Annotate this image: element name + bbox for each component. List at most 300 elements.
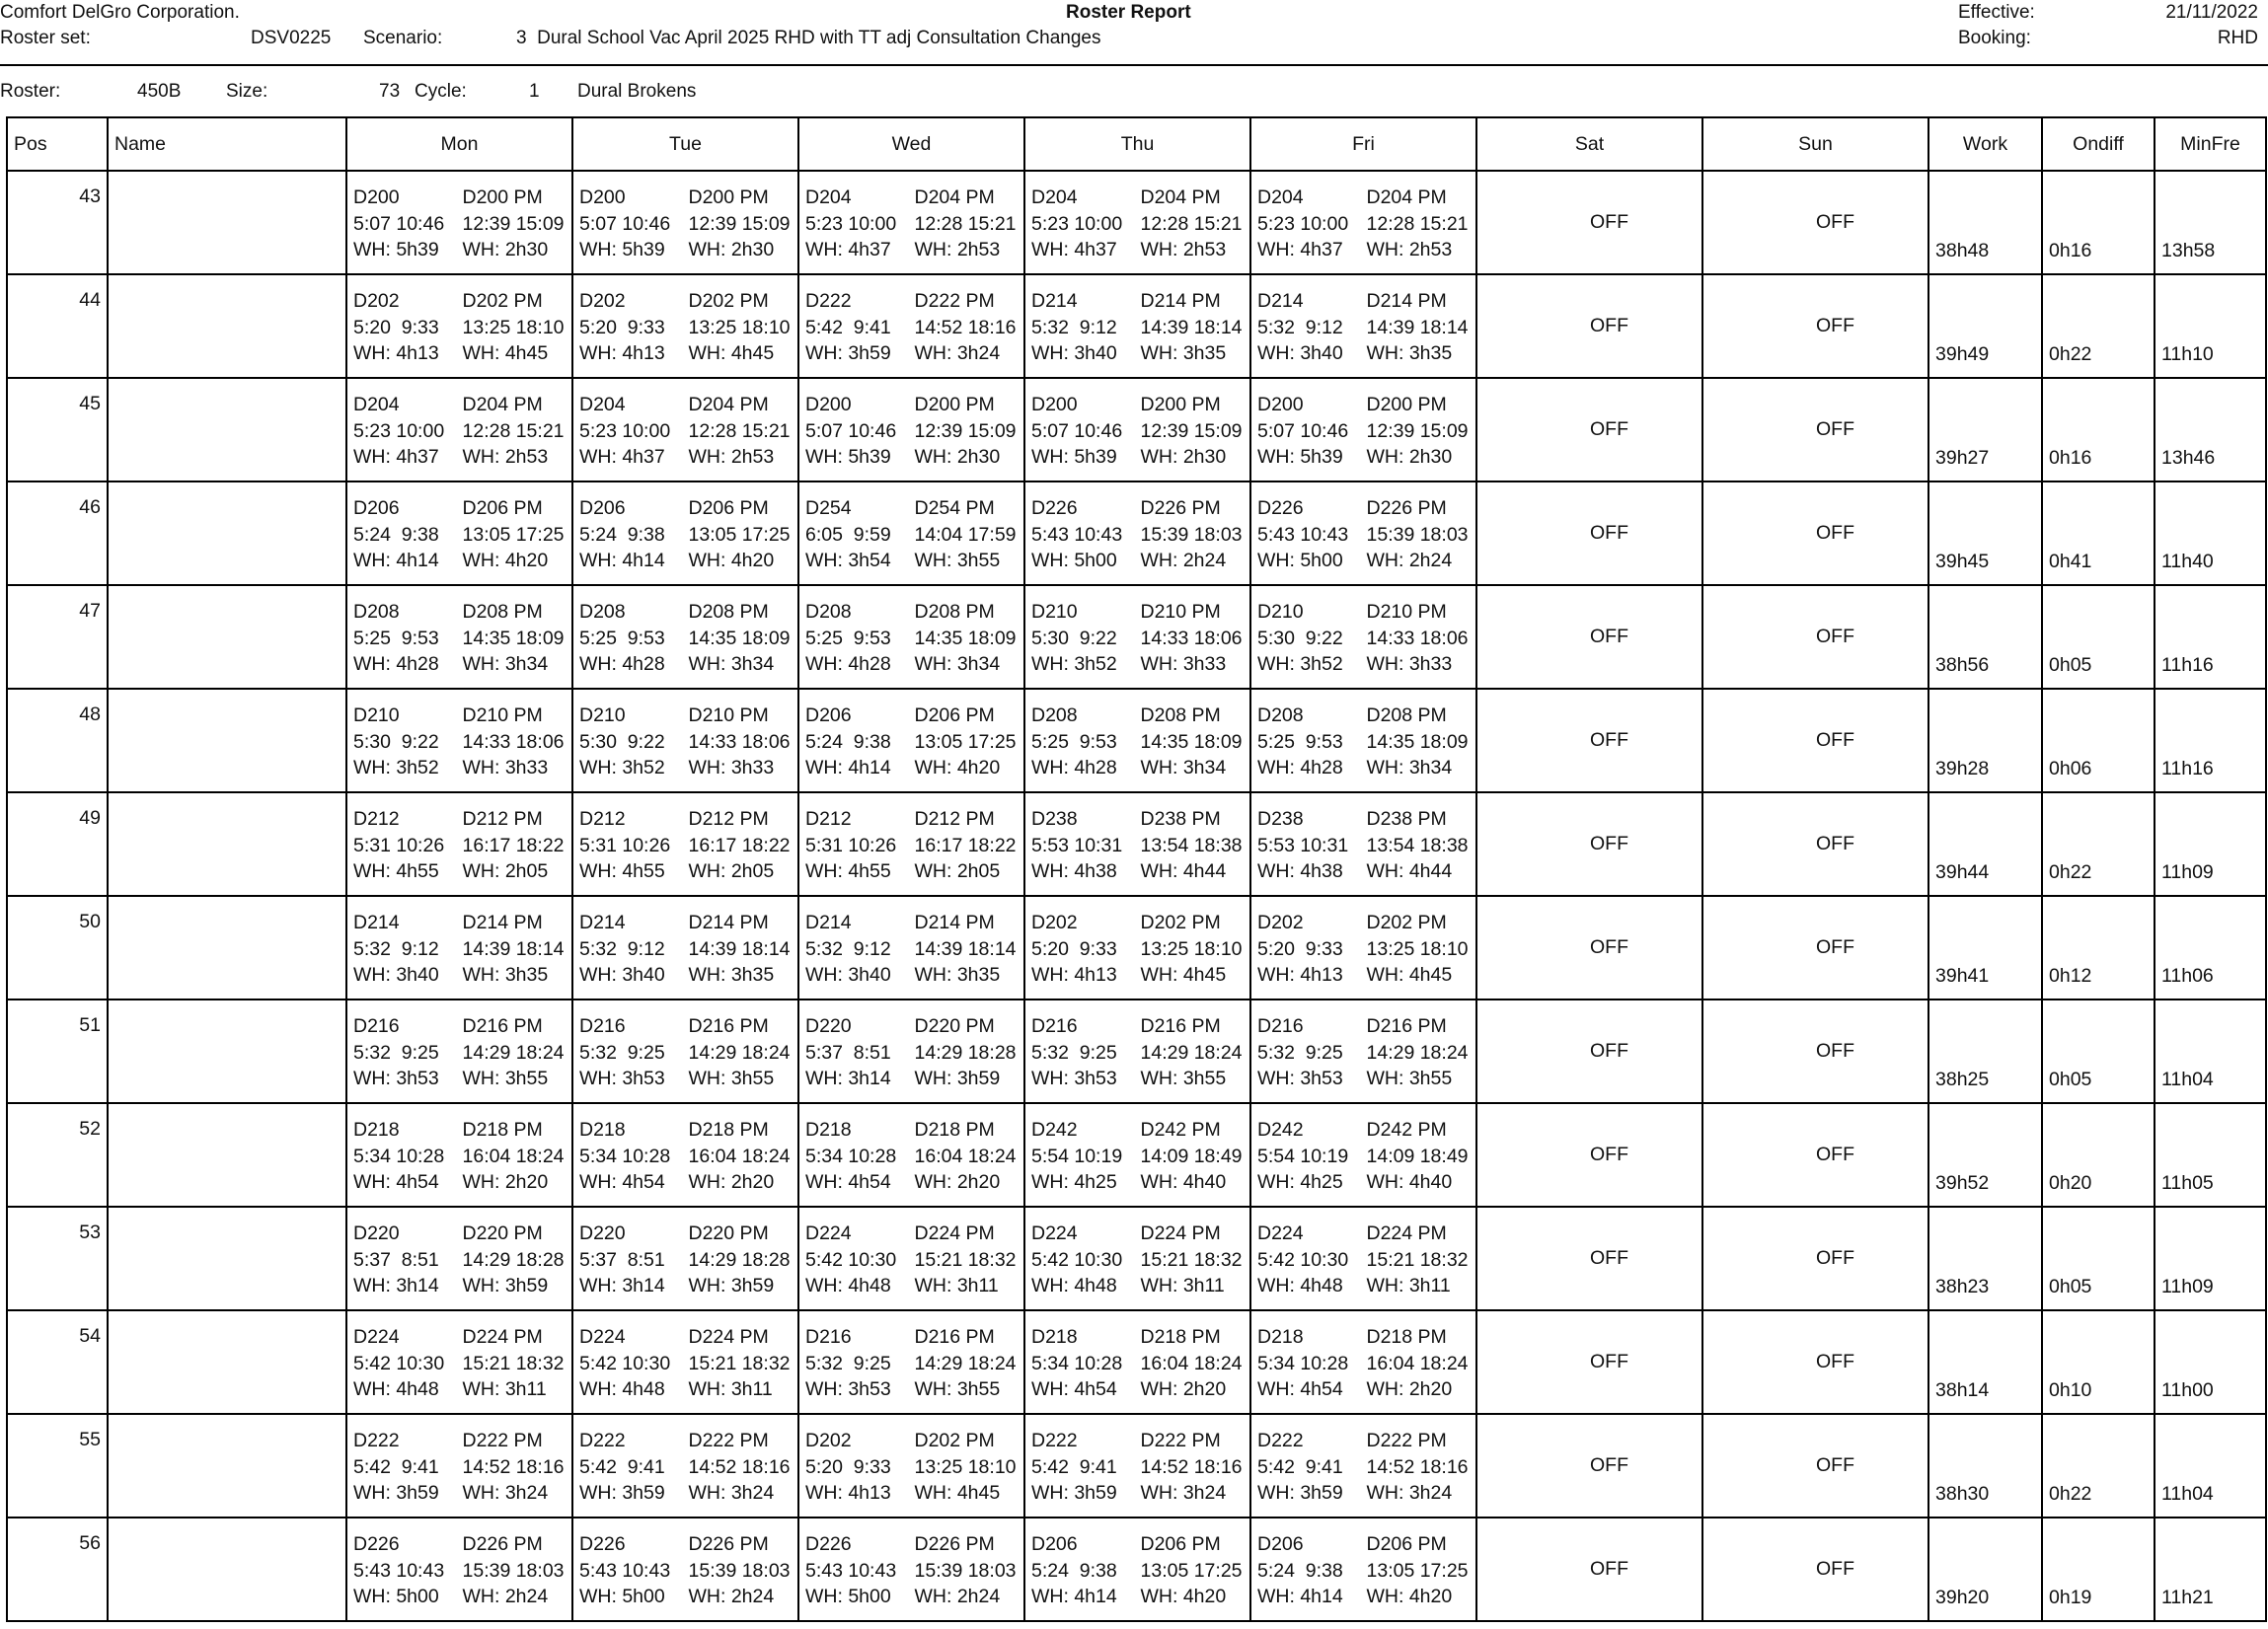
- shift-worked-hours: WH: 4h48: [579, 1378, 665, 1400]
- table-row: [7, 896, 2266, 1000]
- duty-cell-thu: [1024, 274, 1250, 378]
- shift-am: [1031, 599, 1141, 678]
- cycle-value: 1: [529, 81, 540, 102]
- roster-table: [6, 116, 2267, 1622]
- shift-worked-hours: WH: 3h55: [914, 550, 1001, 571]
- duty-cell-wed: [798, 481, 1024, 585]
- duty-pair: [579, 288, 797, 367]
- shift-code: D208 PM: [1140, 704, 1221, 726]
- shift-code: D226 PM: [688, 1533, 769, 1555]
- shift-times: 16:17 18:22: [688, 834, 791, 856]
- shift-code: D216 PM: [1366, 1015, 1447, 1037]
- shift-worked-hours: WH: 3h59: [579, 1482, 665, 1504]
- shift-worked-hours: WH: 4h13: [353, 342, 439, 364]
- shift-pm: [1141, 1428, 1250, 1507]
- shift-pm: [1367, 495, 1476, 574]
- shift-code: D222 PM: [914, 290, 995, 312]
- shift-worked-hours: WH: 3h33: [688, 757, 775, 778]
- shift-worked-hours: WH: 2h30: [688, 239, 775, 260]
- shift-worked-hours: WH: 2h20: [688, 1171, 775, 1193]
- shift-worked-hours: WH: 2h20: [1366, 1378, 1453, 1400]
- shift-times: 14:29 18:24: [688, 1041, 791, 1064]
- position-cell: 55: [7, 1414, 108, 1518]
- shift-worked-hours: WH: 4h54: [805, 1171, 891, 1193]
- shift-times: 13:05 17:25: [462, 523, 565, 546]
- duty-pair: [1257, 806, 1475, 885]
- duty-cell-tue: [572, 1518, 798, 1621]
- shift-code: D206 PM: [1366, 1533, 1447, 1555]
- shift-worked-hours: WH: 4h37: [805, 239, 891, 260]
- shift-times: 5:42 10:30: [1257, 1248, 1349, 1271]
- shift-pm: [463, 1428, 572, 1507]
- work-total-cell: 39h49: [1928, 274, 2042, 378]
- shift-times: 5:20 9:33: [1031, 937, 1117, 960]
- shift-times: 5:23 10:00: [1257, 212, 1349, 235]
- shift-worked-hours: WH: 4h28: [1031, 757, 1117, 778]
- duty-cell-mon: [346, 896, 572, 1000]
- duty-cell-tue: [572, 378, 798, 481]
- shift-am: [353, 599, 463, 678]
- shift-times: 14:39 18:14: [914, 937, 1017, 960]
- duty-cell-tue: [572, 689, 798, 792]
- duty-pair: [805, 1428, 1023, 1507]
- duty-pair: [805, 288, 1023, 367]
- shift-am: [579, 1221, 689, 1299]
- shift-worked-hours: WH: 4h45: [1366, 964, 1453, 986]
- sun-off-cell: OFF: [1702, 1518, 1928, 1621]
- duty-cell-mon: [346, 689, 572, 792]
- shift-code: D214: [1257, 290, 1304, 312]
- shift-worked-hours: WH: 2h53: [914, 239, 1001, 260]
- shift-times: 14:33 18:06: [1366, 627, 1469, 649]
- shift-code: D224: [805, 1222, 852, 1244]
- minfre-cell: 11h04: [2155, 1414, 2266, 1518]
- shift-code: D202: [579, 290, 626, 312]
- shift-code: D220 PM: [688, 1222, 769, 1244]
- scenario-value: 3 Dural School Vac April 2025 RHD with TT adj Consultation Changes: [516, 28, 1101, 48]
- duty-cell-thu: [1024, 792, 1250, 896]
- shift-pm: [1367, 1221, 1476, 1299]
- minfre-cell: 13h58: [2155, 171, 2266, 274]
- shift-pm: [1367, 392, 1476, 471]
- shift-worked-hours: WH: 4h28: [579, 653, 665, 675]
- shift-code: D226: [353, 1533, 400, 1555]
- sat-off-cell: OFF: [1476, 1103, 1702, 1207]
- shift-worked-hours: WH: 3h59: [805, 342, 891, 364]
- table-row: [7, 274, 2266, 378]
- position-cell: 53: [7, 1207, 108, 1310]
- shift-pm: [689, 1117, 798, 1196]
- shift-code: D212: [805, 808, 852, 830]
- position-cell: 46: [7, 481, 108, 585]
- shift-pm: [1141, 1221, 1250, 1299]
- shift-worked-hours: WH: 4h45: [688, 342, 775, 364]
- shift-worked-hours: WH: 3h11: [462, 1378, 547, 1400]
- shift-worked-hours: WH: 3h55: [688, 1068, 775, 1089]
- duty-pair: [805, 1013, 1023, 1092]
- shift-times: 12:28 15:21: [1140, 212, 1243, 235]
- shift-code: D224 PM: [1140, 1222, 1221, 1244]
- minfre-cell: 13h46: [2155, 378, 2266, 481]
- duty-pair: [353, 1324, 571, 1403]
- shift-code: D210 PM: [1366, 601, 1447, 623]
- shift-times: 5:20 9:33: [805, 1455, 891, 1478]
- shift-worked-hours: WH: 3h59: [1257, 1482, 1343, 1504]
- table-row: [7, 1207, 2266, 1310]
- shift-code: D208 PM: [1366, 704, 1447, 726]
- shift-code: D200: [353, 186, 400, 208]
- duty-pair: [353, 495, 571, 574]
- shift-am: [353, 1531, 463, 1610]
- shift-am: [353, 806, 463, 885]
- shift-code: D224 PM: [914, 1222, 995, 1244]
- shift-code: D224 PM: [462, 1326, 543, 1348]
- shift-worked-hours: WH: 3h40: [1257, 342, 1343, 364]
- name-cell: [108, 1207, 346, 1310]
- shift-code: D220 PM: [914, 1015, 995, 1037]
- shift-code: D206 PM: [914, 704, 995, 726]
- shift-worked-hours: WH: 3h35: [688, 964, 775, 986]
- shift-times: 13:54 18:38: [1140, 834, 1243, 856]
- shift-code: D200 PM: [914, 394, 995, 415]
- shift-times: 14:33 18:06: [688, 730, 791, 753]
- duty-pair: [1257, 1428, 1475, 1507]
- shift-worked-hours: WH: 2h24: [1366, 550, 1453, 571]
- duty-pair: [1031, 1221, 1249, 1299]
- shift-times: 5:42 9:41: [1257, 1455, 1343, 1478]
- shift-pm: [1141, 599, 1250, 678]
- shift-times: 5:37 8:51: [579, 1248, 665, 1271]
- position-cell: 56: [7, 1518, 108, 1621]
- col-header-sat: Sat: [1476, 117, 1702, 171]
- shift-times: 5:32 9:12: [1031, 316, 1117, 338]
- shift-code: D208 PM: [914, 601, 995, 623]
- duty-cell-thu: [1024, 1000, 1250, 1103]
- shift-worked-hours: WH: 3h34: [688, 653, 775, 675]
- shift-worked-hours: WH: 3h35: [1366, 342, 1453, 364]
- shift-pm: [1141, 806, 1250, 885]
- shift-pm: [689, 599, 798, 678]
- shift-pm: [689, 288, 798, 367]
- sat-off-cell: OFF: [1476, 1310, 1702, 1414]
- minfre-cell: 11h10: [2155, 274, 2266, 378]
- shift-times: 5:30 9:22: [1257, 627, 1343, 649]
- duty-cell-mon: [346, 1414, 572, 1518]
- duty-cell-fri: [1250, 792, 1476, 896]
- ondiff-cell: 0h22: [2042, 792, 2155, 896]
- work-total-cell: 38h23: [1928, 1207, 2042, 1310]
- ondiff-cell: 0h05: [2042, 585, 2155, 689]
- position-cell: 50: [7, 896, 108, 1000]
- shift-code: D200: [1257, 394, 1304, 415]
- shift-code: D218: [353, 1119, 400, 1141]
- duty-pair: [579, 703, 797, 781]
- cycle-label: Cycle:: [415, 81, 467, 102]
- shift-pm: [689, 495, 798, 574]
- shift-worked-hours: WH: 4h48: [353, 1378, 439, 1400]
- shift-pm: [1367, 1428, 1476, 1507]
- shift-worked-hours: WH: 3h53: [1257, 1068, 1343, 1089]
- shift-worked-hours: WH: 4h45: [914, 1482, 1001, 1504]
- shift-times: 5:23 10:00: [805, 212, 897, 235]
- shift-pm: [689, 703, 798, 781]
- shift-worked-hours: WH: 3h35: [462, 964, 549, 986]
- shift-worked-hours: WH: 4h20: [1140, 1586, 1227, 1607]
- shift-worked-hours: WH: 3h52: [579, 757, 665, 778]
- shift-times: 5:34 10:28: [1257, 1352, 1349, 1374]
- shift-worked-hours: WH: 4h14: [1031, 1586, 1117, 1607]
- shift-times: 14:39 18:14: [462, 937, 565, 960]
- shift-worked-hours: WH: 3h34: [914, 653, 1001, 675]
- duty-pair: [579, 185, 797, 263]
- shift-times: 15:39 18:03: [1140, 523, 1243, 546]
- shift-worked-hours: WH: 3h34: [1140, 757, 1227, 778]
- shift-am: [353, 1221, 463, 1299]
- table-row: [7, 481, 2266, 585]
- duty-cell-tue: [572, 1414, 798, 1518]
- shift-am: [1257, 1013, 1367, 1092]
- shift-pm: [1141, 185, 1250, 263]
- shift-am: [1031, 1117, 1141, 1196]
- shift-code: D216 PM: [462, 1015, 543, 1037]
- work-total-cell: 39h45: [1928, 481, 2042, 585]
- shift-code: D202 PM: [1140, 912, 1221, 933]
- shift-times: 5:54 10:19: [1031, 1145, 1123, 1167]
- shift-times: 14:33 18:06: [462, 730, 565, 753]
- shift-times: 5:30 9:22: [353, 730, 439, 753]
- shift-worked-hours: WH: 5h00: [805, 1586, 891, 1607]
- name-cell: [108, 896, 346, 1000]
- ondiff-cell: 0h20: [2042, 1103, 2155, 1207]
- shift-am: [579, 185, 689, 263]
- shift-pm: [463, 392, 572, 471]
- duty-pair: [1031, 392, 1249, 471]
- table-row: [7, 585, 2266, 689]
- shift-times: 5:42 9:41: [805, 316, 891, 338]
- ondiff-cell: 0h16: [2042, 171, 2155, 274]
- shift-times: 16:04 18:24: [1366, 1352, 1469, 1374]
- table-row: [7, 1310, 2266, 1414]
- duty-pair: [805, 806, 1023, 885]
- col-header-sun: Sun: [1702, 117, 1928, 171]
- shift-am: [1257, 1117, 1367, 1196]
- shift-times: 15:39 18:03: [688, 1559, 791, 1582]
- shift-am: [805, 910, 915, 989]
- ondiff-cell: 0h05: [2042, 1000, 2155, 1103]
- shift-am: [353, 185, 463, 263]
- duty-pair: [1257, 1324, 1475, 1403]
- sat-off-cell: OFF: [1476, 585, 1702, 689]
- shift-worked-hours: WH: 4h54: [1257, 1378, 1343, 1400]
- shift-times: 16:04 18:24: [688, 1145, 791, 1167]
- name-cell: [108, 378, 346, 481]
- shift-worked-hours: WH: 3h55: [1366, 1068, 1453, 1089]
- shift-times: 14:39 18:14: [1140, 316, 1243, 338]
- minfre-cell: 11h40: [2155, 481, 2266, 585]
- shift-am: [1257, 703, 1367, 781]
- shift-code: D238 PM: [1366, 808, 1447, 830]
- shift-code: D214 PM: [688, 912, 769, 933]
- shift-code: D218: [805, 1119, 852, 1141]
- shift-code: D216: [579, 1015, 626, 1037]
- shift-pm: [915, 1531, 1024, 1610]
- shift-worked-hours: WH: 2h24: [1140, 550, 1227, 571]
- minfre-cell: 11h09: [2155, 1207, 2266, 1310]
- shift-times: 5:07 10:46: [579, 212, 671, 235]
- col-header-minfre: MinFre: [2155, 117, 2266, 171]
- shift-times: 6:05 9:59: [805, 523, 891, 546]
- shift-am: [1031, 1324, 1141, 1403]
- duty-pair: [805, 185, 1023, 263]
- shift-times: 14:52 18:16: [688, 1455, 791, 1478]
- duty-pair: [1257, 703, 1475, 781]
- header-divider: [0, 64, 2268, 66]
- shift-worked-hours: WH: 4h40: [1140, 1171, 1227, 1193]
- shift-times: 15:39 18:03: [462, 1559, 565, 1582]
- duty-cell-thu: [1024, 1207, 1250, 1310]
- position-cell: 48: [7, 689, 108, 792]
- duty-pair: [1257, 599, 1475, 678]
- duty-pair: [579, 806, 797, 885]
- shift-code: D204: [579, 394, 626, 415]
- shift-times: 14:09 18:49: [1366, 1145, 1469, 1167]
- shift-worked-hours: WH: 4h40: [1366, 1171, 1453, 1193]
- minfre-cell: 11h04: [2155, 1000, 2266, 1103]
- duty-cell-fri: [1250, 171, 1476, 274]
- duty-cell-fri: [1250, 1103, 1476, 1207]
- shift-times: 5:24 9:38: [805, 730, 891, 753]
- size-value: 73: [379, 81, 401, 102]
- shift-code: D222: [1257, 1430, 1304, 1451]
- shift-code: D226: [579, 1533, 626, 1555]
- shift-code: D202: [353, 290, 400, 312]
- work-total-cell: 38h56: [1928, 585, 2042, 689]
- shift-am: [1257, 185, 1367, 263]
- col-header-wed: Wed: [798, 117, 1024, 171]
- duty-pair: [1031, 1013, 1249, 1092]
- duty-pair: [579, 1324, 797, 1403]
- shift-pm: [915, 185, 1024, 263]
- duty-cell-wed: [798, 1103, 1024, 1207]
- duty-pair: [579, 1428, 797, 1507]
- shift-code: D226: [1257, 497, 1304, 519]
- shift-code: D212 PM: [462, 808, 543, 830]
- shift-am: [579, 1531, 689, 1610]
- shift-pm: [1141, 1531, 1250, 1610]
- shift-times: 14:29 18:28: [462, 1248, 565, 1271]
- shift-worked-hours: WH: 5h39: [1031, 446, 1117, 468]
- effective-label: Effective:: [1958, 2, 2035, 23]
- table-row: [7, 1103, 2266, 1207]
- shift-code: D204: [1257, 186, 1304, 208]
- shift-times: 14:35 18:09: [1140, 730, 1243, 753]
- shift-code: D222 PM: [1140, 1430, 1221, 1451]
- shift-code: D208 PM: [688, 601, 769, 623]
- duty-pair: [1257, 1221, 1475, 1299]
- shift-code: D200 PM: [1140, 394, 1221, 415]
- shift-times: 5:42 9:41: [579, 1455, 665, 1478]
- shift-code: D202 PM: [1366, 912, 1447, 933]
- shift-worked-hours: WH: 3h24: [462, 1482, 549, 1504]
- duty-pair: [1031, 599, 1249, 678]
- shift-code: D220 PM: [462, 1222, 543, 1244]
- duty-cell-fri: [1250, 1310, 1476, 1414]
- shift-times: 14:29 18:24: [914, 1352, 1017, 1374]
- shift-code: D216: [805, 1326, 852, 1348]
- shift-times: 5:23 10:00: [1031, 212, 1123, 235]
- duty-pair: [353, 910, 571, 989]
- shift-am: [353, 1013, 463, 1092]
- duty-cell-tue: [572, 274, 798, 378]
- company-name: Comfort DelGro Corporation.: [0, 2, 240, 23]
- duty-cell-thu: [1024, 896, 1250, 1000]
- duty-pair: [1031, 806, 1249, 885]
- ondiff-cell: 0h41: [2042, 481, 2155, 585]
- shift-times: 15:21 18:32: [1366, 1248, 1469, 1271]
- ondiff-cell: 0h22: [2042, 274, 2155, 378]
- shift-code: D200 PM: [688, 186, 769, 208]
- shift-pm: [915, 1428, 1024, 1507]
- shift-am: [1257, 392, 1367, 471]
- shift-times: 5:30 9:22: [579, 730, 665, 753]
- shift-worked-hours: WH: 4h14: [353, 550, 439, 571]
- shift-pm: [1141, 288, 1250, 367]
- shift-worked-hours: WH: 3h14: [579, 1275, 665, 1296]
- ondiff-cell: 0h06: [2042, 689, 2155, 792]
- duty-pair: [805, 392, 1023, 471]
- shift-worked-hours: WH: 4h55: [579, 860, 665, 882]
- duty-cell-mon: [346, 378, 572, 481]
- shift-worked-hours: WH: 3h55: [1140, 1068, 1227, 1089]
- minfre-cell: 11h16: [2155, 585, 2266, 689]
- position-cell: 51: [7, 1000, 108, 1103]
- duty-cell-mon: [346, 1518, 572, 1621]
- shift-worked-hours: WH: 4h45: [462, 342, 549, 364]
- shift-worked-hours: WH: 3h24: [914, 342, 1001, 364]
- duty-cell-mon: [346, 792, 572, 896]
- shift-times: 5:07 10:46: [353, 212, 445, 235]
- shift-pm: [463, 1117, 572, 1196]
- shift-am: [1031, 185, 1141, 263]
- shift-times: 12:39 15:09: [1140, 419, 1243, 442]
- shift-times: 5:25 9:53: [1031, 730, 1117, 753]
- shift-times: 5:20 9:33: [579, 316, 665, 338]
- shift-times: 12:28 15:21: [1366, 212, 1469, 235]
- shift-code: D218: [1031, 1326, 1078, 1348]
- shift-times: 5:32 9:25: [1257, 1041, 1343, 1064]
- shift-code: D226: [1031, 497, 1078, 519]
- sun-off-cell: OFF: [1702, 171, 1928, 274]
- work-total-cell: 39h20: [1928, 1518, 2042, 1621]
- shift-code: D210: [353, 704, 400, 726]
- shift-worked-hours: WH: 2h53: [462, 446, 549, 468]
- shift-code: D210 PM: [1140, 601, 1221, 623]
- sun-off-cell: OFF: [1702, 481, 1928, 585]
- duty-cell-thu: [1024, 585, 1250, 689]
- shift-times: 14:52 18:16: [462, 1455, 565, 1478]
- shift-code: D218: [579, 1119, 626, 1141]
- shift-code: D214 PM: [462, 912, 543, 933]
- shift-code: D214 PM: [914, 912, 995, 933]
- name-cell: [108, 792, 346, 896]
- shift-am: [579, 806, 689, 885]
- shift-times: 14:52 18:16: [1366, 1455, 1469, 1478]
- duty-pair: [805, 703, 1023, 781]
- shift-pm: [689, 1324, 798, 1403]
- shift-am: [579, 1117, 689, 1196]
- shift-worked-hours: WH: 4h28: [805, 653, 891, 675]
- shift-code: D200: [1031, 394, 1078, 415]
